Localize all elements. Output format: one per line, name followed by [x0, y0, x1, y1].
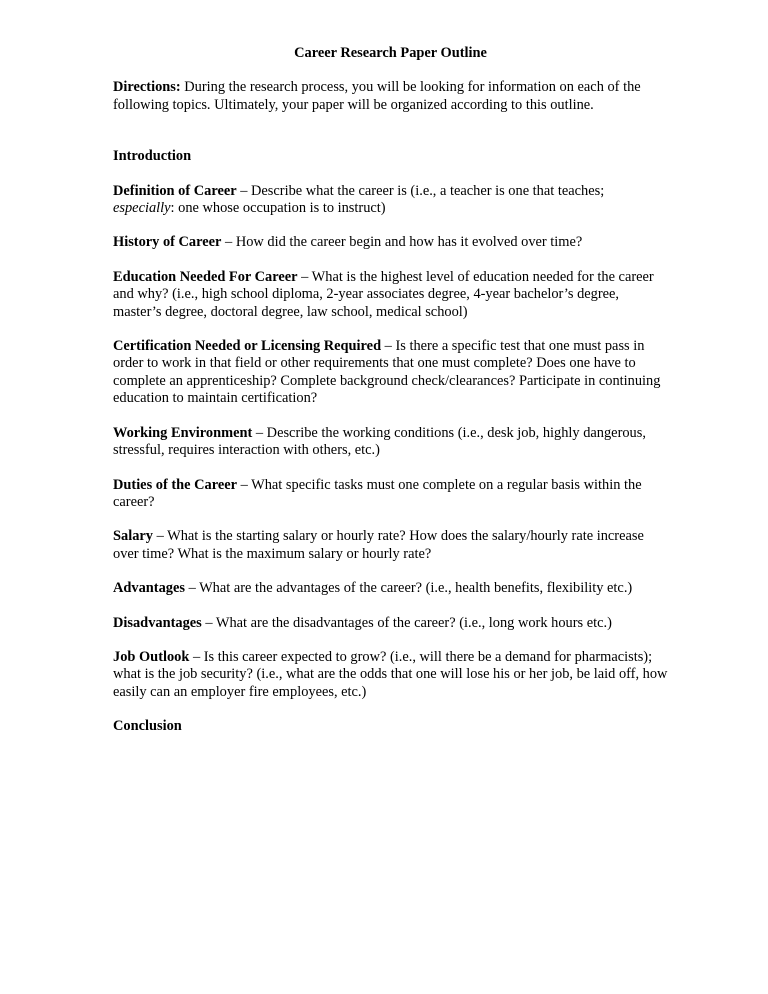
section-heading: Job Outlook: [113, 648, 190, 665]
section-text: – What are the disadvantages of the career? (i.e., long work hours etc.): [201, 614, 612, 631]
introduction-heading: Introduction: [113, 148, 192, 165]
section-heading: Definition of Career: [113, 182, 237, 199]
section-heading: Duties of the Career: [113, 476, 238, 493]
section-definition-of-career: [113, 183, 668, 218]
section-text: – What is the highest level of education needed for the career and why? (i.e., high school diploma, 2-year associates degree, 4-year bachelor’s degree, master’s degree, doctoral degree, law school, medical school): [113, 268, 654, 320]
section-disadvantages: [113, 615, 668, 632]
section-certification-licensing: [113, 338, 668, 408]
directions-paragraph: [113, 79, 668, 114]
section-text: – Is there a specific test that one must pass in order to work in that field or other requirements that one must complete? Does one have to complete an apprenticeship? Complete background check/clearances? Participate in continuing education to maintain certification?: [113, 338, 661, 407]
section-heading: Advantages: [113, 580, 185, 597]
section-salary: [113, 528, 668, 563]
section-heading: Education Needed For Career: [113, 268, 298, 285]
section-text: – Is this career expected to grow? (i.e., will there be a demand for pharmacists); what is the job security? (i.e., what are the odds that one will lose his or her job, be laid off, how easily can an employer fire employees, etc.): [113, 648, 668, 700]
section-text: – Describe what the career is (i.e., a teacher is one that teaches;: [236, 182, 605, 199]
section-text: : one whose occupation is to instruct): [170, 200, 386, 217]
section-advantages: [113, 580, 668, 597]
section-duties-of-career: [113, 477, 668, 512]
section-heading: Salary: [113, 528, 153, 545]
section-italic-term: especially: [113, 200, 171, 217]
section-text: – What specific tasks must one complete on a regular basis within the career?: [113, 476, 642, 510]
section-text: – What are the advantages of the career? (i.e., health benefits, flexibility etc.): [184, 580, 633, 597]
section-text: – Describe the working conditions (i.e., desk job, highly dangerous, stressful, requires interaction with others, etc.): [113, 424, 646, 459]
section-heading: Disadvantages: [113, 614, 202, 631]
document-title: Career Research Paper Outline: [294, 45, 487, 61]
section-text: – How did the career begin and how has it evolved over time?: [221, 234, 583, 251]
directions-label: Directions:: [113, 79, 181, 96]
section-working-environment: [113, 425, 668, 460]
section-heading: Certification Needed or Licensing Required: [113, 338, 382, 355]
section-text: – What is the starting salary or hourly rate? How does the salary/hourly rate increase over time? What is the maximum salary or hourly rate?: [113, 528, 644, 562]
document-page: [113, 45, 668, 753]
section-job-outlook: [113, 649, 668, 701]
section-education-needed: [113, 269, 668, 321]
conclusion-heading: Conclusion: [113, 718, 182, 735]
directions-text: During the research process, you will be looking for information on each of the following topics. Ultimately, your paper will be organized according to this outline.: [113, 79, 641, 113]
section-history-of-career: [113, 234, 668, 251]
section-heading: History of Career: [113, 234, 222, 251]
section-heading: Working Environment: [113, 424, 253, 441]
